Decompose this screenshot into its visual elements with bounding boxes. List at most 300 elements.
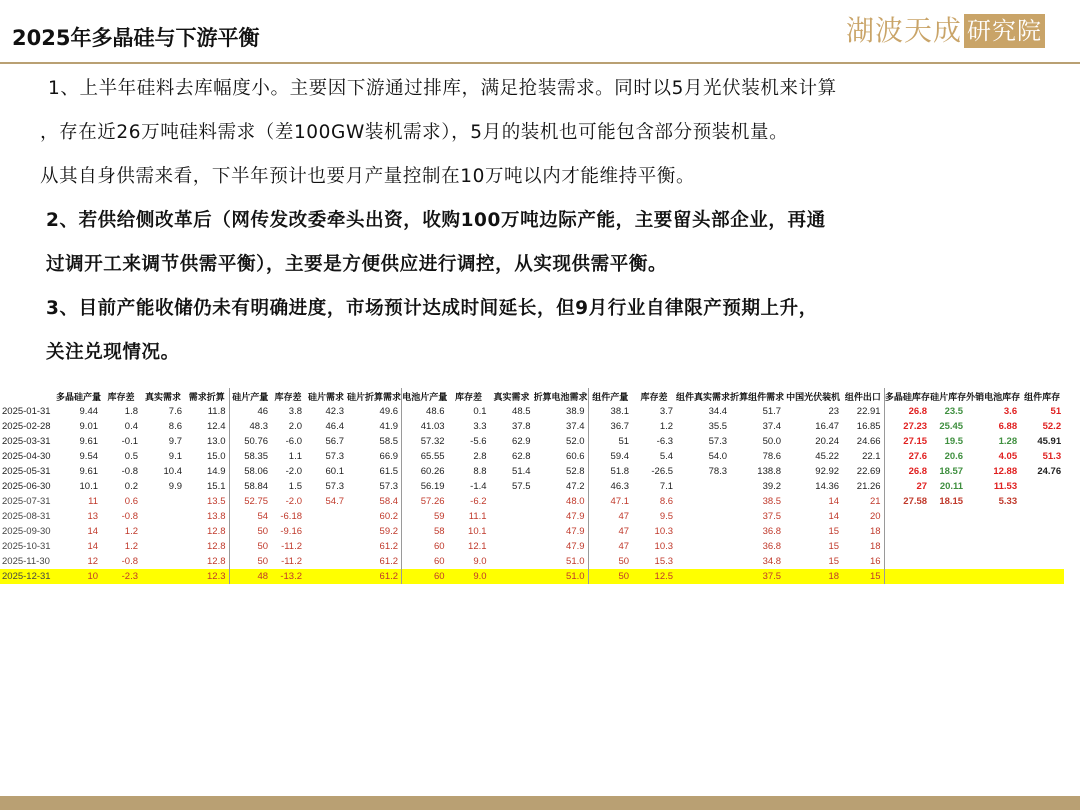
table-cell: [966, 509, 1020, 524]
table-cell: 10.3: [654, 541, 674, 552]
logo-box-text: 研究院: [964, 14, 1045, 48]
table-cell: [141, 569, 185, 584]
table-cell: 52.75: [229, 494, 271, 509]
table-cell: 37.8: [512, 421, 531, 432]
table-cell: 48: [229, 569, 271, 584]
column-header: 硅片需求: [308, 391, 345, 402]
table-cell: 9.9: [168, 481, 183, 492]
table-cell: 0.4: [124, 421, 139, 432]
table-cell: 2.0: [288, 421, 303, 432]
column-header: 硅片库存: [930, 391, 967, 402]
table-cell: 11.8: [207, 406, 226, 417]
text-line-5: 过调开工来调节供需平衡），主要是方便供应进行调控，从实现供需平衡。: [46, 254, 668, 275]
table-cell: 19.5: [944, 436, 964, 447]
table-cell: [676, 539, 730, 554]
table-cell: 14.36: [815, 481, 840, 492]
table-header-row: [0, 388, 1064, 404]
table-cell: 9.61: [79, 436, 99, 447]
table-cell: 1.1: [288, 451, 303, 462]
table-cell: 60.2: [379, 511, 399, 522]
table-cell: [305, 569, 347, 584]
table-cell: 22.91: [856, 406, 881, 417]
table-cell: 18: [870, 526, 881, 537]
table-cell: 13: [87, 511, 99, 522]
table-cell: 58.35: [229, 449, 271, 464]
table-cell: -0.8: [121, 466, 139, 477]
table-cell: -0.1: [121, 436, 139, 447]
table-cell: -0.8: [121, 556, 139, 567]
table-cell: 57.5: [512, 481, 531, 492]
table-cell: 21.26: [856, 481, 881, 492]
column-header: 硅片产量: [229, 388, 271, 404]
table-cell: 39.2: [762, 481, 782, 492]
table-cell: [490, 509, 534, 524]
table-cell: 6.88: [998, 421, 1018, 432]
table-cell: 60: [402, 539, 448, 554]
table-cell: 5.33: [998, 496, 1018, 507]
table-cell: 27.15: [884, 434, 930, 449]
table-cell: [930, 524, 966, 539]
table-cell: 57.26: [402, 494, 448, 509]
row-date: 2025-03-31: [2, 436, 51, 447]
table-cell: 56.7: [325, 436, 345, 447]
table-cell: 10.4: [163, 466, 183, 477]
column-header: 组件库存: [1024, 391, 1061, 402]
table-cell: 10.1: [468, 526, 487, 537]
table-cell: 52.2: [1042, 421, 1062, 432]
table-cell: 23.5: [944, 406, 964, 417]
table-cell: 51.0: [534, 569, 589, 584]
table-cell: 36.8: [762, 541, 782, 552]
table-cell: 26.8: [884, 464, 930, 479]
table-row: [0, 509, 1064, 524]
table-cell: 46.4: [325, 421, 345, 432]
table-cell: 50.76: [229, 434, 271, 449]
table-cell: 12.8: [207, 556, 226, 567]
text-line-7: 关注兑现情况。: [46, 342, 180, 363]
table-cell: 61.2: [379, 556, 399, 567]
table-cell: 138.8: [757, 466, 782, 477]
company-logo: [846, 12, 1045, 50]
table-cell: 36.8: [762, 526, 782, 537]
column-header: 库存差: [107, 391, 135, 402]
table-cell: 9.0: [473, 556, 487, 567]
table-cell: -2.3: [101, 569, 141, 584]
table-cell: [966, 524, 1020, 539]
table-cell: 50: [229, 554, 271, 569]
table-cell: [1020, 569, 1064, 584]
text-line-2: ，存在近26万吨硅料需求（差100GW装机需求），5月的装机也可能包含部分预装机量。: [40, 122, 789, 143]
table-cell: [676, 554, 730, 569]
row-date: 2025-08-31: [2, 511, 51, 522]
table-cell: 9.01: [79, 421, 99, 432]
table-cell: 54.0: [708, 451, 728, 462]
table-cell: 1.2: [124, 526, 139, 537]
column-header: 库存差: [455, 391, 483, 402]
table-cell: 12.8: [207, 541, 226, 552]
table-cell: 78.3: [708, 466, 728, 477]
text-line-1: 1、上半年硅料去库幅度小。主要因下游通过排库，满足抢装需求。同时以5月光伏装机来计算: [48, 78, 837, 99]
table-cell: 51.3: [1042, 451, 1062, 462]
row-date: 2025-05-31: [2, 466, 51, 477]
table-cell: 1.28: [998, 436, 1018, 447]
table-cell: 16.47: [815, 421, 840, 432]
header-divider: [0, 62, 1080, 64]
column-header: 多晶硅产量: [56, 391, 102, 402]
table-cell: 14: [828, 496, 840, 507]
table-cell: 50: [229, 524, 271, 539]
table-cell: 34.8: [762, 556, 782, 567]
table-cell: 20.6: [944, 451, 964, 462]
table-row: [0, 554, 1064, 569]
table-cell: -6.0: [285, 436, 303, 447]
table-cell: -5.6: [470, 436, 487, 447]
table-cell: 3.8: [288, 406, 303, 417]
table-cell: 47: [588, 524, 632, 539]
table-cell: [676, 524, 730, 539]
table-cell: 9.44: [79, 406, 99, 417]
table-cell: -6.2: [470, 496, 487, 507]
table-cell: 50: [588, 569, 632, 584]
table-cell: [490, 554, 534, 569]
table-cell: 59.4: [588, 449, 632, 464]
table-cell: 12.8: [207, 526, 226, 537]
table-cell: [1020, 539, 1064, 554]
table-cell: 42.3: [325, 406, 345, 417]
table-row: [0, 524, 1064, 539]
table-cell: 66.9: [379, 451, 399, 462]
table-cell: 9.7: [168, 436, 183, 447]
table-cell: 18: [784, 569, 842, 584]
table-cell: 58: [402, 524, 448, 539]
table-cell: [305, 509, 347, 524]
table-cell: 38.9: [566, 406, 585, 417]
table-cell: 22.1: [862, 451, 881, 462]
table-cell: 37.4: [762, 421, 782, 432]
table-cell: 38.5: [762, 496, 782, 507]
table-cell: 0.5: [124, 451, 139, 462]
table-cell: 38.1: [588, 404, 632, 419]
row-date: 2025-10-31: [2, 541, 51, 552]
table-cell: [884, 524, 930, 539]
table-cell: 10.3: [654, 526, 674, 537]
table-cell: 54.7: [325, 496, 345, 507]
table-cell: -1.4: [470, 481, 487, 492]
table-cell: [1020, 479, 1064, 494]
table-cell: 9.0: [448, 569, 490, 584]
table-cell: 18.15: [939, 496, 964, 507]
table-cell: 11.1: [468, 511, 487, 522]
table-cell: 48.3: [229, 419, 271, 434]
table-cell: 12.4: [207, 421, 226, 432]
table-cell: 52.0: [566, 436, 585, 447]
column-header: 硅片折算需求: [347, 391, 402, 402]
table-cell: 65.55: [402, 449, 448, 464]
table-cell: 9.1: [168, 451, 183, 462]
table-cell: 62.9: [512, 436, 531, 447]
table-cell: 1.8: [124, 406, 139, 417]
row-date: 2025-04-30: [2, 451, 51, 462]
table-cell: 14: [828, 511, 840, 522]
table-cell: 13.8: [207, 511, 226, 522]
table-cell: 15.1: [207, 481, 226, 492]
table-cell: 58.84: [229, 479, 271, 494]
table-row: [0, 419, 1064, 434]
table-cell: 20.11: [939, 481, 964, 492]
table-cell: 57.32: [402, 434, 448, 449]
table-cell: -26.5: [651, 466, 674, 477]
table-cell: 13.5: [207, 496, 226, 507]
table-cell: [884, 539, 930, 554]
table-cell: 47.2: [566, 481, 585, 492]
table-cell: 16.85: [856, 421, 881, 432]
table-cell: [1020, 494, 1064, 509]
table-cell: 52.8: [566, 466, 585, 477]
table-cell: -9.16: [280, 526, 303, 537]
table-cell: 1.5: [288, 481, 303, 492]
table-cell: 57.3: [708, 436, 728, 447]
column-header: 组件产量: [588, 388, 632, 404]
table-cell: 1.2: [659, 421, 674, 432]
row-date: 2025-02-28: [2, 421, 51, 432]
table-cell: 25.45: [939, 421, 964, 432]
table-cell: 60.1: [325, 466, 345, 477]
table-cell: 3.7: [659, 406, 674, 417]
table-cell: 20: [870, 511, 881, 522]
table-cell: 15: [828, 541, 840, 552]
column-header: 需求折算: [188, 391, 225, 402]
table-cell: 61.2: [379, 541, 399, 552]
text-line-4: 2、若供给侧改革后（网传发改委牵头出资，收购100万吨边际产能，主要留头部企业，再通: [46, 210, 826, 231]
row-date: 2025-07-31: [2, 496, 51, 507]
table-cell: 0.1: [473, 406, 487, 417]
table-cell: 47.9: [566, 541, 585, 552]
column-header: 真实需求: [145, 391, 182, 402]
row-date: 2025-11-30: [2, 556, 50, 567]
table-cell: 46: [229, 404, 271, 419]
table-cell: 1.2: [124, 541, 139, 552]
table-cell: 10: [56, 569, 101, 584]
table-cell: 60: [402, 569, 448, 584]
table-cell: 58.4: [379, 496, 399, 507]
column-header: 折算电池需求: [533, 391, 588, 402]
table-cell: 2.8: [473, 451, 487, 462]
table-cell: 24.76: [1037, 466, 1062, 477]
table-cell: -2.0: [285, 466, 303, 477]
table-cell: 27: [884, 479, 930, 494]
table-cell: [141, 524, 185, 539]
table-cell: -2.0: [285, 496, 303, 507]
table-cell: 48.0: [566, 496, 585, 507]
table-cell: 15: [828, 526, 840, 537]
table-cell: 60.6: [566, 451, 585, 462]
table-cell: 8.6: [659, 496, 674, 507]
table-cell: 57.3: [325, 451, 345, 462]
table-cell: -6.18: [280, 511, 303, 522]
table-cell: 12.1: [468, 541, 487, 552]
table-row: [0, 539, 1064, 554]
table-cell: [1020, 524, 1064, 539]
table-cell: [141, 539, 185, 554]
table-cell: -11.2: [281, 541, 303, 552]
table-cell: [676, 494, 730, 509]
table-cell: [305, 539, 347, 554]
column-header: 中国光伏装机: [786, 391, 841, 402]
logo-text: 湖波天成: [846, 14, 963, 47]
table-cell: 8.8: [473, 466, 487, 477]
table-row: [0, 464, 1064, 479]
table-cell: 11: [88, 496, 99, 507]
table-row: [0, 434, 1064, 449]
column-header: 组件真实需求: [676, 391, 731, 402]
table-cell: 13.0: [207, 436, 226, 447]
table-cell: [305, 524, 347, 539]
column-header: 组件出口: [844, 391, 881, 402]
column-header: 外销电池库存: [966, 391, 1021, 402]
table-cell: -0.8: [121, 511, 139, 522]
table-cell: 21: [870, 496, 881, 507]
table-cell: 51.0: [566, 556, 585, 567]
table-cell: 45.22: [815, 451, 840, 462]
table-cell: 59.2: [379, 526, 399, 537]
table-cell: 62.8: [512, 451, 531, 462]
table-cell: 12.88: [993, 466, 1018, 477]
table-cell: 50.0: [762, 436, 782, 447]
table-cell: 48.6: [402, 404, 448, 419]
table-cell: 36.7: [588, 419, 632, 434]
table-cell: 22.69: [856, 466, 881, 477]
table-cell: [676, 509, 730, 524]
table-cell: 3.6: [1003, 406, 1018, 417]
column-header: 库存差: [640, 391, 668, 402]
table-cell: -11.2: [281, 556, 303, 567]
table-cell: 41.03: [402, 419, 448, 434]
table-cell: 37.4: [566, 421, 585, 432]
table-row: [0, 404, 1064, 419]
table-row: [0, 479, 1064, 494]
table-cell: [966, 569, 1020, 584]
table-cell: 49.6: [379, 406, 399, 417]
text-line-3: 从其自身供需来看，下半年预计也要月产量控制在10万吨以内才能维持平衡。: [40, 166, 696, 187]
table-cell: [676, 569, 730, 584]
table-cell: 9.5: [659, 511, 674, 522]
table-cell: 8.6: [168, 421, 183, 432]
table-cell: 51: [1050, 406, 1062, 417]
table-cell: 15.0: [207, 451, 226, 462]
table-cell: [141, 554, 185, 569]
table-cell: 60: [402, 554, 448, 569]
table-cell: 12: [87, 556, 99, 567]
table-cell: 0.6: [124, 496, 139, 507]
table-body: [0, 404, 1064, 584]
table-cell: -13.2: [271, 569, 305, 584]
table-cell: 10.1: [79, 481, 99, 492]
table-cell: [966, 554, 1020, 569]
table-cell: 45.91: [1037, 436, 1062, 447]
slide-header: [0, 0, 1080, 62]
table-cell: 35.5: [708, 421, 728, 432]
table-cell: 50: [588, 554, 632, 569]
table-cell: 3.3: [473, 421, 487, 432]
table-cell: 37.5: [762, 511, 782, 522]
footer-bar: [0, 796, 1080, 810]
table-cell: [305, 554, 347, 569]
table-cell: 27.58: [884, 494, 930, 509]
row-date: 2025-01-31: [2, 406, 51, 417]
table-cell: 51.8: [588, 464, 632, 479]
table-cell: 14: [87, 526, 99, 537]
table-cell: 46.3: [588, 479, 632, 494]
table-cell: 7.6: [168, 406, 183, 417]
table-cell: [884, 569, 930, 584]
table-cell: 37.5: [730, 569, 784, 584]
table-cell: 15: [842, 569, 884, 584]
row-date: 2025-12-31: [0, 569, 56, 584]
table-cell: -6.3: [656, 436, 674, 447]
table-cell: 57.3: [325, 481, 345, 492]
column-header: 库存差: [274, 391, 302, 402]
row-date: 2025-06-30: [2, 481, 51, 492]
column-header: 真实需求: [493, 391, 530, 402]
table-cell: 61.5: [379, 466, 399, 477]
table-cell: 11.53: [993, 481, 1018, 492]
table-cell: 12.5: [632, 569, 676, 584]
table-cell: 9.61: [79, 466, 99, 477]
table-cell: 15.3: [654, 556, 674, 567]
table-cell: 16: [870, 556, 881, 567]
table-cell: 14.9: [207, 466, 226, 477]
table-cell: 34.4: [708, 406, 728, 417]
table-cell: [1020, 509, 1064, 524]
table-cell: 24.66: [856, 436, 881, 447]
table-cell: 7.1: [659, 481, 674, 492]
table-row: [0, 494, 1064, 509]
table-cell: 51.4: [512, 466, 531, 477]
column-header: 折算组件需求: [730, 391, 785, 402]
table-cell: 54: [229, 509, 271, 524]
table-cell: [884, 554, 930, 569]
table-cell: 27.23: [884, 419, 930, 434]
table-cell: 0.2: [124, 481, 139, 492]
table-row: [0, 449, 1064, 464]
body-text: [40, 78, 1050, 386]
table-cell: [676, 479, 730, 494]
table-cell: 9.54: [79, 451, 99, 462]
table-cell: [930, 539, 966, 554]
column-header: 电池片产量: [402, 388, 448, 404]
table-cell: 18: [870, 541, 881, 552]
table-cell: [490, 539, 534, 554]
table-cell: 50: [229, 539, 271, 554]
table-cell: 58.5: [379, 436, 399, 447]
table-cell: 59: [402, 509, 448, 524]
table-cell: 23: [828, 406, 840, 417]
table-cell: 27.6: [884, 449, 930, 464]
table-cell: 14: [87, 541, 99, 552]
table-cell: 15: [828, 556, 840, 567]
table-cell: [966, 539, 1020, 554]
table-cell: 20.24: [815, 436, 840, 447]
table-cell: 61.2: [347, 569, 402, 584]
table-cell: 57.3: [379, 481, 399, 492]
table-cell: [930, 554, 966, 569]
text-line-6: 3、目前产能收储仍未有明确进度，市场预计达成时间延长，但9月行业自律限产预期上升，: [46, 298, 818, 319]
table-cell: 47: [588, 539, 632, 554]
table-cell: 51: [588, 434, 632, 449]
column-header: [0, 388, 56, 404]
table-cell: 41.9: [379, 421, 399, 432]
table-cell: [141, 509, 185, 524]
